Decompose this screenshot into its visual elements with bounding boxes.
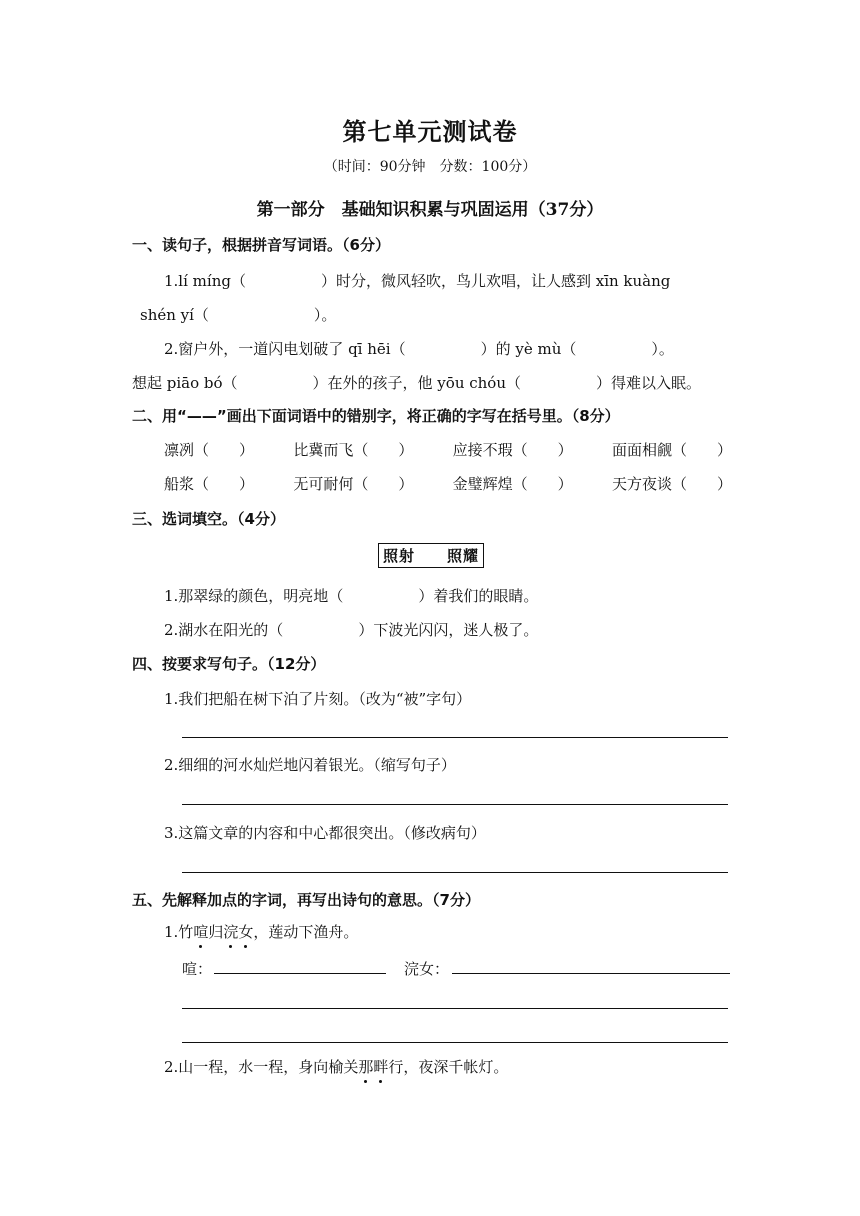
poem-line-2: [164, 1056, 508, 1077]
part-heading: 第一部分 基础知识积累与巩固运用（37分）: [256, 200, 604, 220]
answer-line[interactable]: [452, 973, 730, 974]
answer-line[interactable]: [214, 973, 386, 974]
q1-line-2: shén yí（ ）。: [140, 306, 337, 324]
q2-row-2: [164, 473, 732, 494]
q2-word-3: 应接不瑕（ ）: [452, 441, 573, 459]
page-title: 第七单元测试卷: [342, 117, 518, 146]
q3-heading: 三、选词填空。（4分）: [132, 510, 285, 528]
answer-line[interactable]: [182, 737, 728, 738]
q2-word-8: 天方夜谈（ ）: [611, 475, 732, 493]
answer-line[interactable]: [182, 804, 728, 805]
q5-heading: 五、先解释加点的字词，再写出诗句的意思。（7分）: [132, 891, 480, 909]
q2-heading: 二、用“——”画出下面词语中的错别字，将正确的字写在括号里。（8分）: [132, 407, 620, 425]
q4-heading: 四、按要求写句子。（12分）: [132, 655, 326, 673]
q2-row-1: [164, 439, 732, 460]
q1-heading: 一、读句子，根据拼音写词语。（6分）: [132, 236, 390, 254]
label-huannv: 浣女：: [404, 960, 450, 978]
q2-word-1: 凛冽（ ）: [164, 441, 255, 459]
dotted-char: 那: [358, 1058, 374, 1076]
q4-item-3: 3.这篇文章的内容和中心都很突出。（修改病句）: [164, 824, 486, 842]
q4-item-2: 2.细细的河水灿烂地闪着银光。（缩写句子）: [164, 756, 456, 774]
q2-word-6: 无可耐何（ ）: [293, 475, 414, 493]
poem-text: ，莲动下渔舟。: [253, 923, 359, 941]
label-xuan: 喧：: [182, 960, 213, 978]
q1-line-3: 2.窗户外，一道闪电划破了 qī hēi（ ）的 yè mù（ ）。: [164, 340, 674, 358]
answer-line[interactable]: [182, 1042, 728, 1043]
q4-item-1: 1.我们把船在树下泊了片刻。（改为“被”字句）: [164, 690, 472, 708]
q2-word-7: 金璧辉煌（ ）: [452, 475, 573, 493]
dotted-char: 女: [238, 923, 254, 941]
q1-line-4: 想起 piāo bó（ ）在外的孩子，他 yōu chóu（ ）得难以入眠。: [132, 374, 701, 392]
answer-line[interactable]: [182, 1008, 728, 1009]
dotted-char: 浣: [223, 923, 239, 941]
answer-line[interactable]: [182, 872, 728, 873]
q2-word-5: 船浆（ ）: [164, 475, 255, 493]
q3-item-2: 2.湖水在阳光的（ ）下波光闪闪，迷人极了。: [164, 621, 539, 639]
q3-item-1: 1.那翠绿的颜色，明亮地（ ）着我们的眼睛。: [164, 587, 539, 605]
poem-line-1: [164, 921, 358, 942]
q1-line-1: 1.lí míng（ ）时分，微风轻吹，鸟儿欢唱，让人感到 xīn kuàng: [164, 272, 671, 290]
poem-text: 1.竹: [164, 923, 194, 941]
poem-text: 2.山一程，水一程，身向榆关: [164, 1058, 359, 1076]
exam-time-score: （时间：90分钟 分数：100分）: [323, 159, 537, 175]
word-choice-box: 照射 照耀: [378, 543, 484, 568]
dotted-char: 畔: [373, 1058, 389, 1076]
q2-word-2: 比冀而飞（ ）: [293, 441, 414, 459]
q2-word-4: 面面相觎（ ）: [611, 441, 732, 459]
poem-text: 归: [208, 923, 224, 941]
dotted-char: 喧: [193, 923, 209, 941]
poem-text: 行，夜深千帐灯。: [388, 1058, 509, 1076]
